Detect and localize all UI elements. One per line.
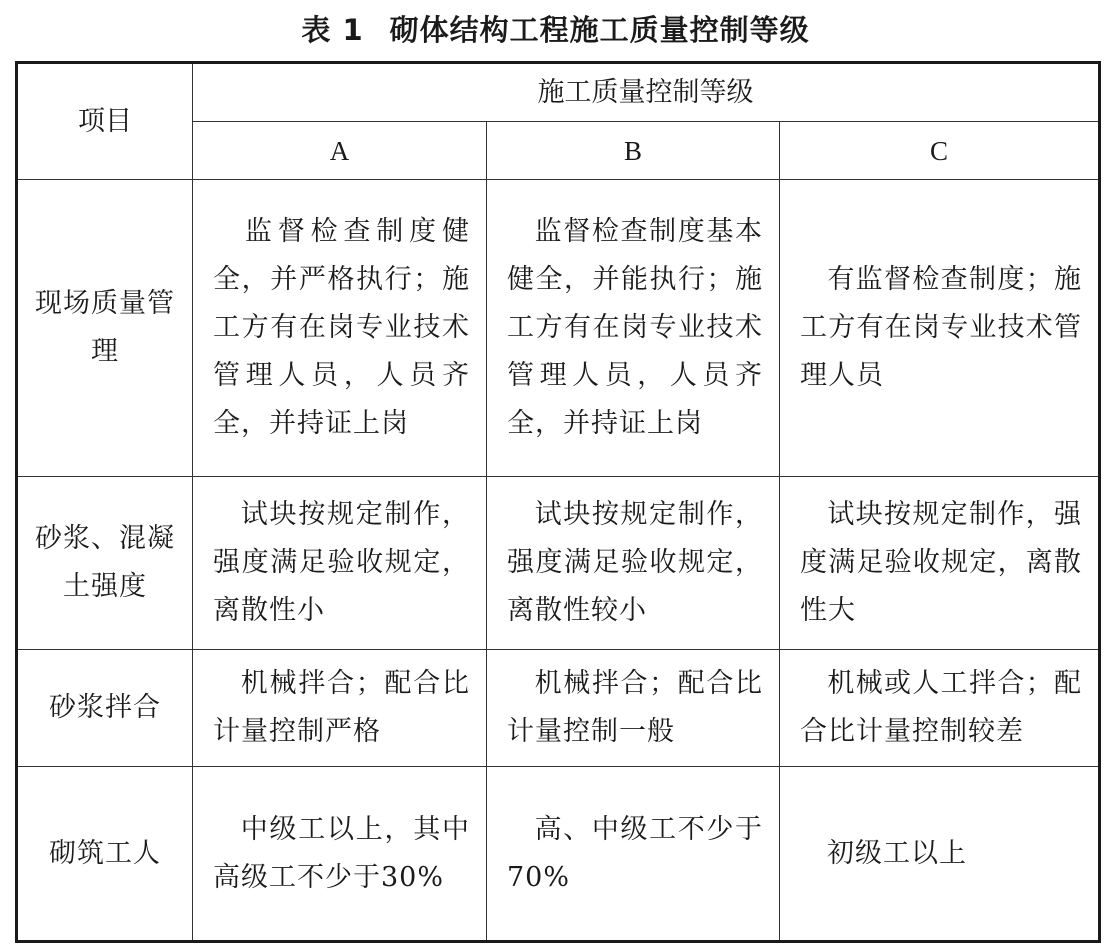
quality-control-grade-table [15, 61, 1101, 943]
cell-grade-a: 试块按规定制作，强度满足验收规定，离散性小 [193, 477, 487, 650]
row-item-mortar-concrete-strength: 砂浆、混凝土强度 [17, 477, 193, 650]
table-row [17, 180, 1100, 477]
table-row [17, 767, 1100, 942]
cell-grade-c: 试块按规定制作，强度满足验收规定，离散性大 [780, 477, 1100, 650]
cell-grade-a: 监督检查制度健全，并严格执行；施工方有在岗专业技术管理人员，人员齐全，并持证上岗 [193, 180, 487, 477]
row-item-masonry-workers: 砌筑工人 [17, 767, 193, 942]
table-title [0, 8, 1111, 49]
cell-grade-b: 试块按规定制作，强度满足验收规定，离散性较小 [487, 477, 780, 650]
cell-grade-c: 初级工以上 [780, 767, 1100, 942]
header-grade-b: B [487, 122, 780, 180]
cell-grade-a: 机械拌合；配合比计量控制严格 [193, 650, 487, 767]
row-item-site-quality-management: 现场质量管理 [17, 180, 193, 477]
table-number: 表 1 [301, 13, 364, 47]
table-row [17, 477, 1100, 650]
header-row-1 [17, 63, 1100, 122]
header-item: 项目 [17, 63, 193, 180]
header-grade-a: A [193, 122, 487, 180]
cell-grade-b: 监督检查制度基本健全，并能执行；施工方有在岗专业技术管理人员，人员齐全，并持证上岗 [487, 180, 780, 477]
cell-grade-a: 中级工以上，其中高级工不少于30% [193, 767, 487, 942]
cell-grade-b: 高、中级工不少于70% [487, 767, 780, 942]
row-item-mortar-mixing: 砂浆拌合 [17, 650, 193, 767]
cell-grade-b: 机械拌合；配合比计量控制一般 [487, 650, 780, 767]
header-grade-group: 施工质量控制等级 [193, 63, 1100, 122]
table-row [17, 650, 1100, 767]
cell-grade-c: 有监督检查制度；施工方有在岗专业技术管理人员 [780, 180, 1100, 477]
header-grade-c: C [780, 122, 1100, 180]
cell-grade-c: 机械或人工拌合；配合比计量控制较差 [780, 650, 1100, 767]
table-caption: 砌体结构工程施工质量控制等级 [389, 13, 810, 47]
